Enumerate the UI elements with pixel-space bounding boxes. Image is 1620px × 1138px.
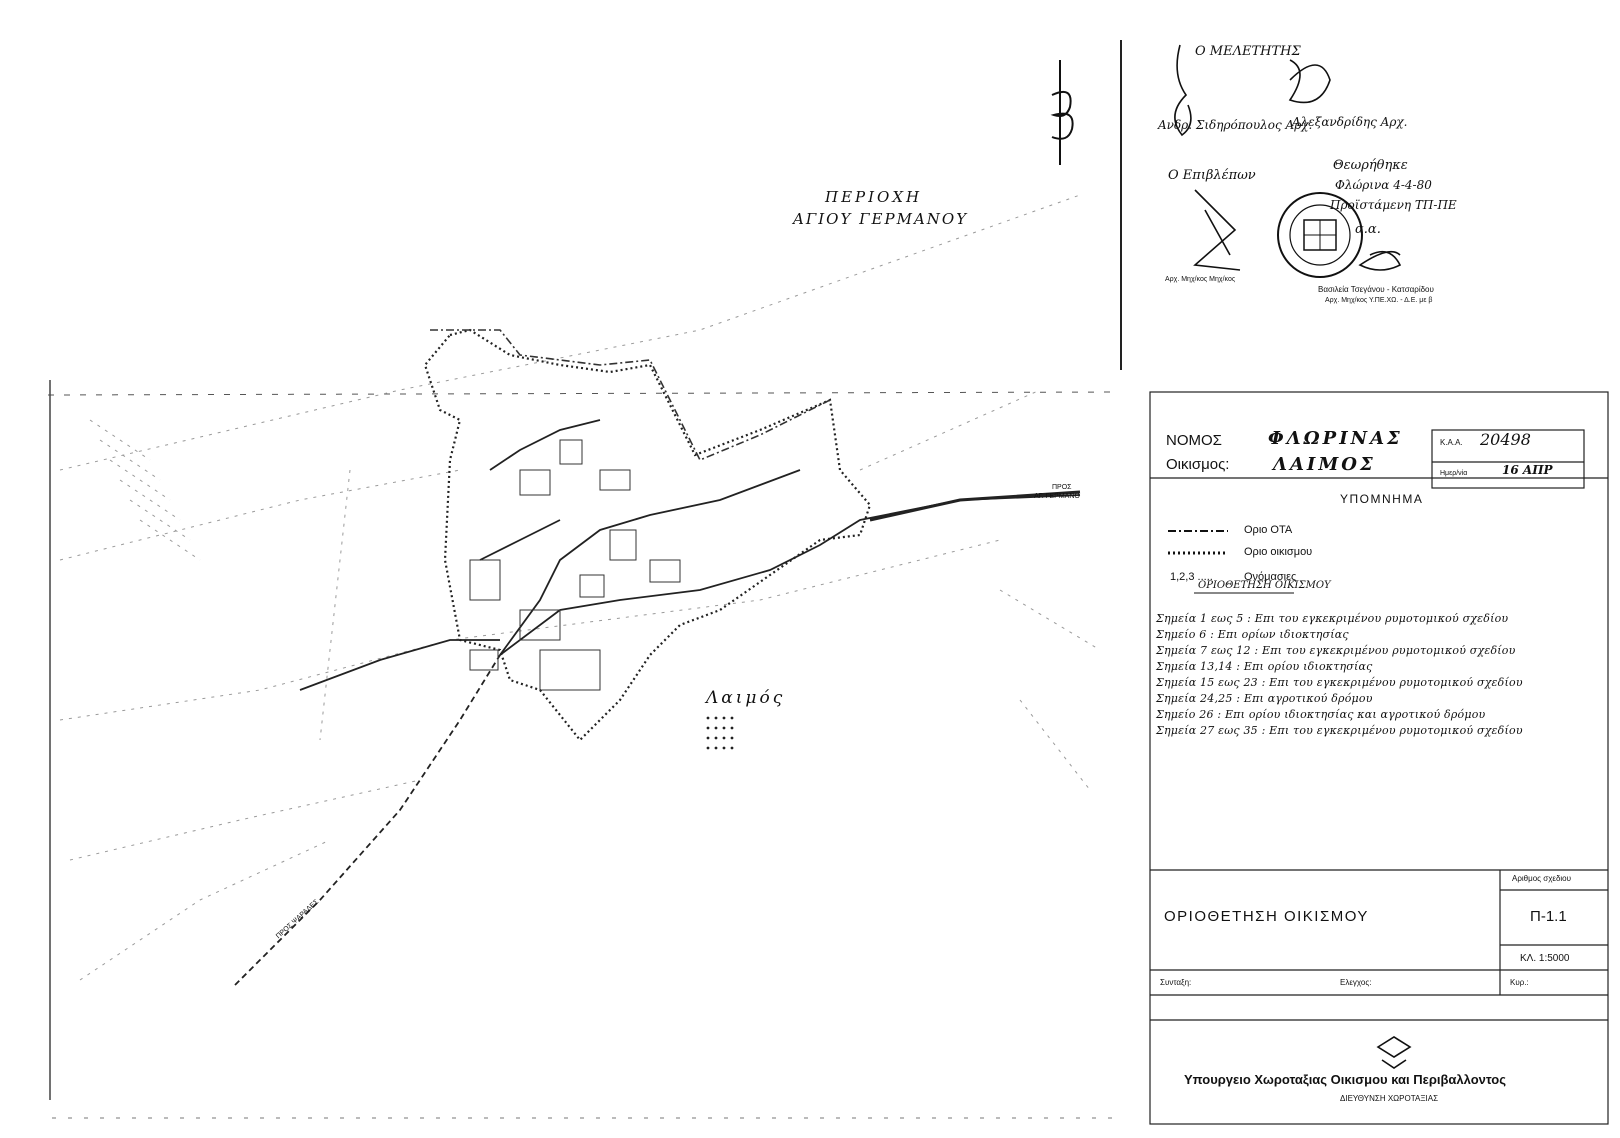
approval-line-5: Θεωρήθηκε [1333, 158, 1408, 173]
sheet-top-border [48, 392, 1118, 395]
note-row: Σημεία 24,25 : Επι αγροτικού δρόμου [1156, 692, 1373, 705]
drawing-number: Π-1.1 [1530, 908, 1567, 925]
ota-boundary [430, 330, 830, 460]
approval-line-7: Προϊστάμενη ΤΠ-ΠΕ [1330, 198, 1457, 212]
approval-line-6: Φλώρινα 4-4-80 [1335, 178, 1432, 192]
oikismos-value: ΛΑΙΜΟΣ [1273, 454, 1376, 475]
village-label: Λαιμός [706, 688, 786, 708]
roads [235, 420, 1080, 985]
signature-caption-left: Αρχ. Μηχ/κος Μηχ/κος [1165, 276, 1236, 283]
note-row: Σημεία 15 εως 23 : Επι του εγκεκριμένου ρυμοτομικού σχεδίου [1156, 676, 1523, 689]
legend-item-names: Ονόμασιες [1244, 571, 1297, 583]
drawing-number-label: Αριθμος σχεδιου [1512, 874, 1572, 883]
date-value: 16 ΑΠΡ [1502, 463, 1553, 477]
ka-value: 20498 [1480, 430, 1531, 449]
ministry-name: Υπουργειο Χωροταξιας Οικισμου και Περιβαλλοντος [1184, 1072, 1507, 1087]
legend-numbers: 1,2,3 ..... [1170, 571, 1213, 583]
nomos-value: ΦΛΩΡΙΝΑΣ [1268, 428, 1403, 449]
signature-caption-right1: Βασιλεία Τσεγάνου - Κατσαρίδου [1318, 285, 1434, 294]
scale-label: ΚΛ. 1:5000 [1520, 953, 1570, 964]
note-row: Σημείο 26 : Επι ορίου ιδιοκτησίας και αγροτικού δρόμου [1156, 708, 1486, 721]
approval-line-2: Ανδρ. Σιδηρόπουλος Αρχ. [1158, 118, 1313, 132]
legend-item-ota: Οριο ΟΤΑ [1244, 524, 1293, 536]
directorate-name: ΔΙΕΥΘΥΝΣΗ ΧΩΡΟΤΑΞΙΑΣ [1340, 1094, 1439, 1103]
ka-label: Κ.Α.Α. [1440, 438, 1463, 447]
settlement-boundary [425, 330, 870, 740]
approval-line-4: Ο Επιβλέπων [1168, 168, 1256, 183]
note-row: Σημείο 6 : Επι ορίων ιδιοκτησίας [1156, 628, 1349, 641]
date-label: Ημερ/νία [1440, 470, 1468, 477]
note-row: Σημεία 13,14 : Επι ορίου ιδιοκτησίας [1156, 660, 1373, 673]
legend-title: ΥΠΟΜΝΗΜΑ [1340, 492, 1424, 506]
north-arrow-icon [1052, 60, 1073, 165]
approval-line-3: Αλεξανδρίδης Αρχ. [1292, 115, 1408, 129]
drawing-title: ΟΡΙΟΘΕΤΗΣΗ ΟΙΚΙΣΜΟΥ [1164, 908, 1369, 925]
orchard-pattern [707, 717, 734, 750]
section-title: ΟΡΙΟΘΕΤΗΣΗ ΟΙΚΙΣΜΟΥ [1198, 580, 1331, 591]
legend-item-settlement: Οριο οικισμου [1244, 546, 1313, 558]
note-row: Σημεία 27 εως 35 : Επι του εγκεκριμένου ρυμοτομικού σχεδίου [1156, 724, 1523, 737]
road-label-line2: ΑΓ. ΓΕΡΜΑΝΟ [1034, 493, 1080, 500]
elegxos-label: Ελεγχος: [1340, 978, 1372, 987]
signature-caption-right2: Αρχ. Μηχ/κος Υ.ΠΕ.ΧΩ. - Δ.Ε. με β [1325, 297, 1433, 304]
road-label-line1: ΠΡΟΣ [1052, 484, 1072, 491]
approval-line-8: α.α. [1355, 222, 1381, 237]
region-label-line2: ΑΓΙΟΥ ΓΕΡΜΑΝΟΥ [793, 210, 969, 228]
note-row: Σημεία 7 εως 12 : Επι του εγκεκριμένου ρυμοτομικού σχεδίου [1156, 644, 1516, 657]
approval-line-1: Ο ΜΕΛΕΤΗΤΗΣ [1195, 44, 1301, 59]
nomos-label: ΝΟΜΟΣ [1166, 432, 1222, 449]
kyriws-label: Κυρ.: [1510, 978, 1529, 987]
road-label-south: ΠΡΟΣ ΨΑΡΑΔΕΣ [275, 898, 321, 941]
syntaxi-label: Συνταξη: [1160, 978, 1192, 987]
region-label-line1: ΠΕΡΙΟΧΗ [825, 188, 923, 206]
ministry-logo-icon [1378, 1037, 1410, 1068]
oikismos-label: Οικισμος: [1166, 456, 1230, 473]
note-row: Σημεία 1 εως 5 : Επι του εγκεκριμένου ρυμοτομικού σχεδίου [1156, 612, 1509, 625]
